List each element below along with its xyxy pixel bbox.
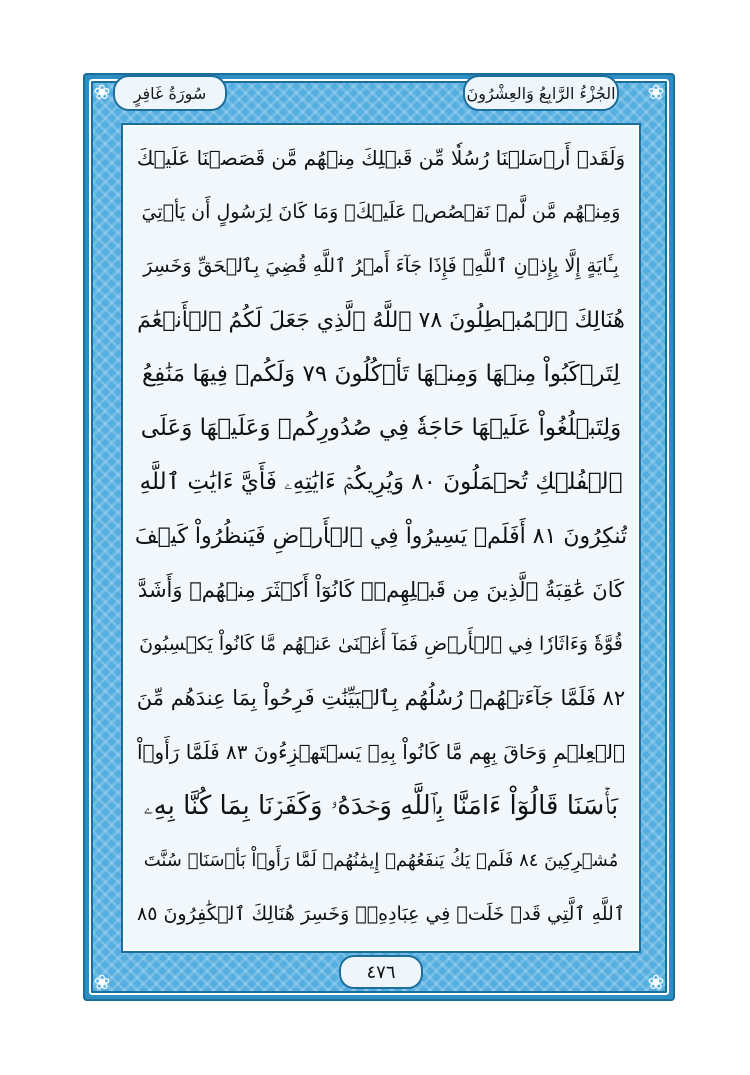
text-line: وَلِتَبۡلُغُواْ عَلَيۡهَا حَاجَةٗ فِي صُدُورِكُمۡ وَعَلَيۡهَا وَعَلَى <box>140 415 622 441</box>
mushaf-page <box>83 73 675 1001</box>
corner-ornament-icon: ❀ <box>647 80 665 104</box>
page-number: ٤٧٦ <box>339 955 423 989</box>
text-line: قُوَّةٗ وَءَاثَارٗا فِي ٱلۡأَرۡضِ فَمَآ أَغۡنَىٰ عَنۡهُم مَّا كَانُواْ يَكۡسِبُونَ <box>139 633 623 655</box>
text-line: ٱلۡعِلۡمِ وَحَاقَ بِهِم مَّا كَانُواْ بِهِۦ يَسۡتَهۡزِءُونَ ٨٣ فَلَمَّا رَأَوۡاْ <box>137 740 625 764</box>
corner-ornament-icon: ❀ <box>93 80 111 104</box>
text-line: لِتَرۡكَبُواْ مِنۡهَا وَمِنۡهَا تَأۡكُلُونَ ٧٩ وَلَكُمۡ فِيهَا مَنَٰفِعُ <box>141 361 621 387</box>
text-line: بِـَٔايَةٍ إِلَّا بِإِذۡنِ ٱللَّهِۚ فَإِذَا جَآءَ أَمۡرُ ٱللَّهِ قُضِيَ بِٱلۡحَقِّ وَخَسِرَ <box>143 255 619 277</box>
text-line: وَمِنۡهُم مَّن لَّمۡ نَقۡصُصۡ عَلَيۡكَۗ وَمَا كَانَ لِرَسُولٍ أَن يَأۡتِيَ <box>141 201 621 223</box>
text-line: مُشۡرِكِينَ ٨٤ فَلَمۡ يَكُ يَنفَعُهُمۡ إِيمَٰنُهُمۡ لَمَّا رَأَوۡاْ بَأۡسَنَاۖ سُنَّتَ <box>143 849 619 871</box>
quran-text-panel <box>123 125 639 951</box>
text-line: ٱللَّهِ ٱلَّتِي قَدۡ خَلَتۡ فِي عِبَادِهِۦۖ وَخَسِرَ هُنَالِكَ ٱلۡكَٰفِرُونَ ٨٥ <box>137 903 625 925</box>
text-line: تُنكِرُونَ ٨١ أَفَلَمۡ يَسِيرُواْ فِي ٱلۡأَرۡضِ فَيَنظُرُواْ كَيۡفَ <box>135 523 627 549</box>
text-line: كَانَ عَٰقِبَةُ ٱلَّذِينَ مِن قَبۡلِهِمۡۚ كَانُوٓاْ أَكۡثَرَ مِنۡهُمۡ وَأَشَدَّ <box>137 578 625 602</box>
text-line: هُنَالِكَ ٱلۡمُبۡطِلُونَ ٧٨ ٱللَّهُ ٱلَّذِي جَعَلَ لَكُمُ ٱلۡأَنۡعَٰمَ <box>137 307 625 333</box>
text-line: بَأۡسَنَا قَالُوٓاْ ءَامَنَّا بِٱللَّهِ وَحۡدَهُۥ وَكَفَرۡنَا بِمَا كُنَّا بِهِۦ <box>143 790 619 821</box>
text-line: وَلَقَدۡ أَرۡسَلۡنَا رُسُلٗا مِّن قَبۡلِكَ مِنۡهُم مَّن قَصَصۡنَا عَلَيۡكَ <box>136 146 626 170</box>
juz-title: الجُزْءُ الرَّابِعُ وَالعِشْرُونَ <box>463 75 619 111</box>
corner-ornament-icon: ❀ <box>93 970 111 994</box>
corner-ornament-icon: ❀ <box>647 970 665 994</box>
text-line: ٨٢ فَلَمَّا جَآءَتۡهُمۡ رُسُلُهُم بِٱلۡبَيِّنَٰتِ فَرِحُواْ بِمَا عِندَهُم مِّنَ <box>136 686 626 710</box>
surah-name: سُورَةُ غَافِرٍ <box>113 75 227 111</box>
text-line: ٱلۡفُلۡكِ تُحۡمَلُونَ ٨٠ وَيُرِيكُمۡ ءَايَٰتِهِۦ فَأَيَّ ءَايَٰتِ ٱللَّهِ <box>139 469 623 495</box>
